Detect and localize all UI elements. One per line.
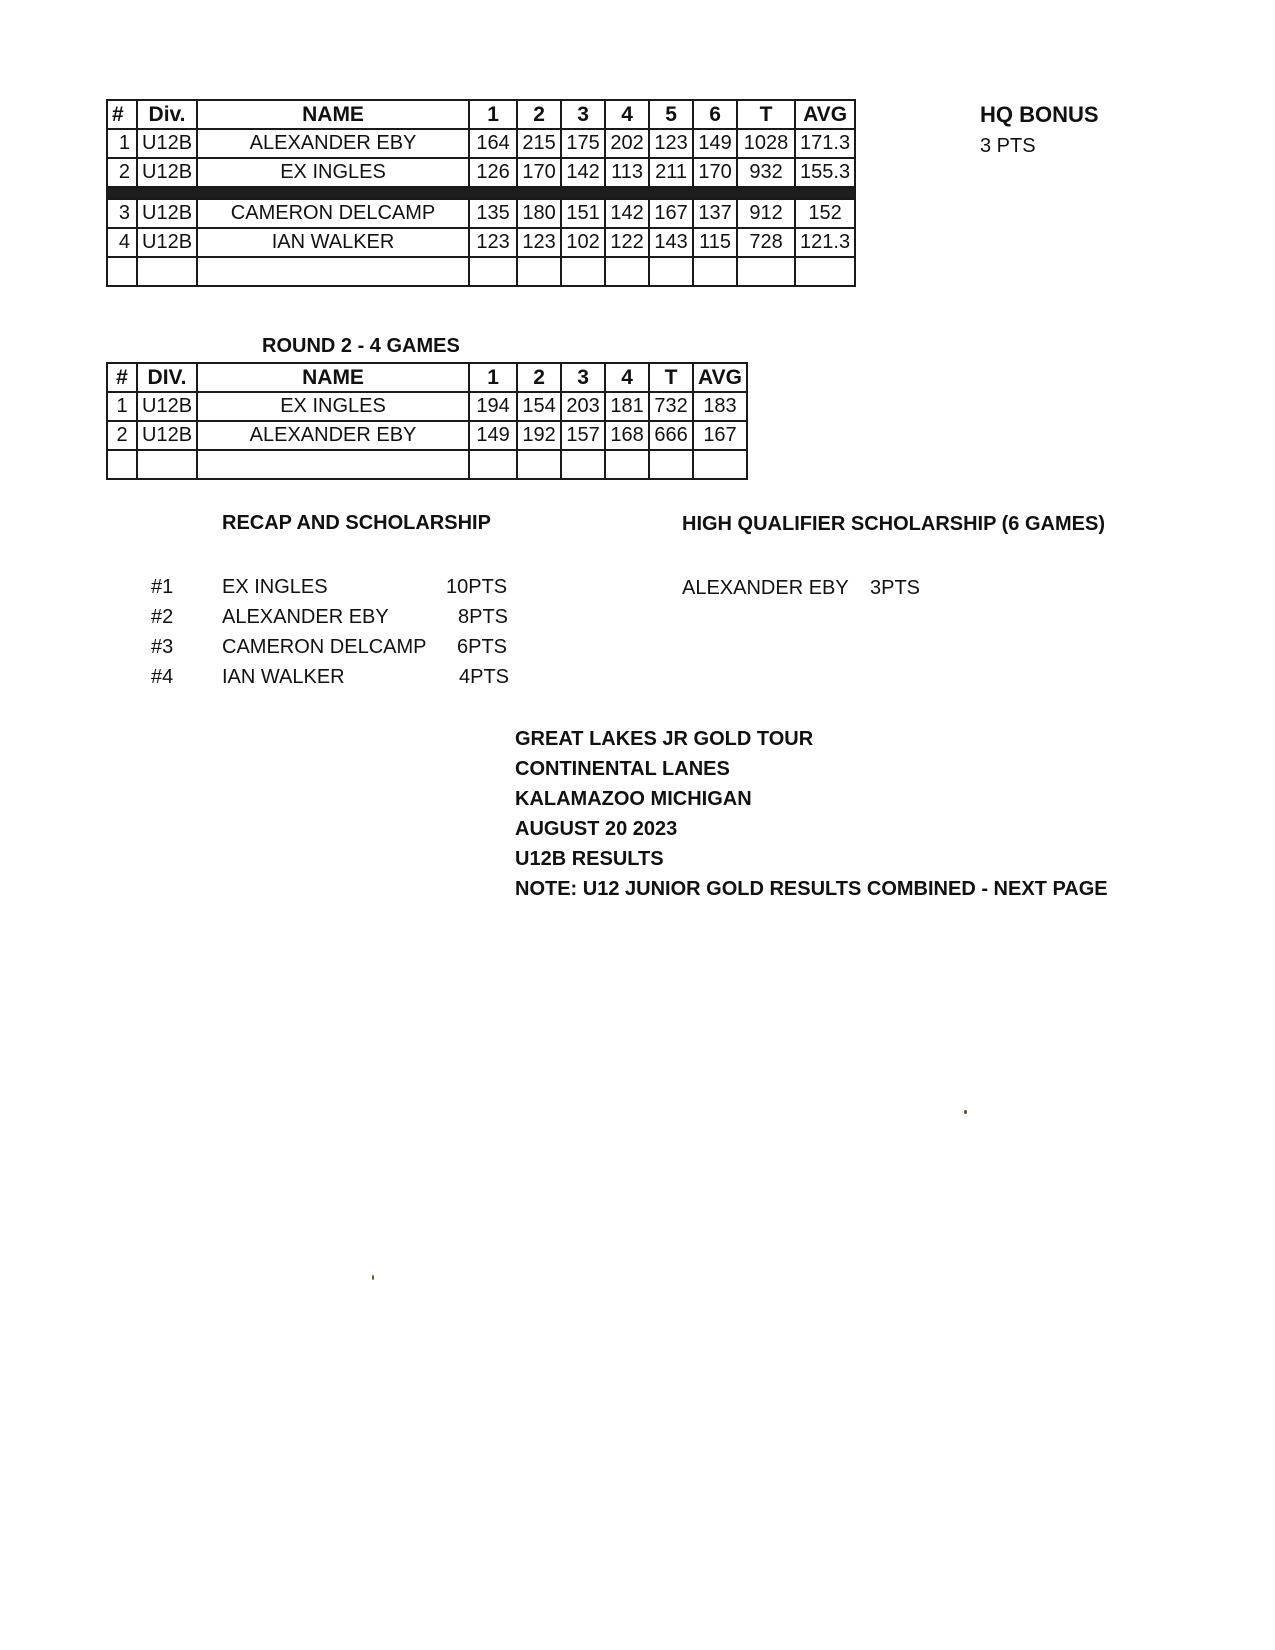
table-header-row	[107, 100, 855, 129]
event-venue: CONTINENTAL LANES	[515, 758, 730, 780]
empty-row	[107, 257, 855, 286]
rank-cell: 1	[107, 392, 137, 421]
event-location: KALAMAZOO MICHIGAN	[515, 788, 752, 810]
header-avg: AVG	[795, 100, 855, 129]
game-cell: 115	[693, 228, 737, 257]
table-row	[107, 228, 855, 257]
header-total: T	[737, 100, 795, 129]
game-cell: 142	[561, 158, 605, 188]
game-cell: 142	[605, 199, 649, 229]
event-date: AUGUST 20 2023	[515, 818, 678, 840]
header-game-4: 4	[605, 100, 649, 129]
game-cell: 126	[469, 158, 517, 188]
header-game-3: 3	[561, 100, 605, 129]
header-avg: AVG	[693, 363, 747, 392]
total-cell: 1028	[737, 129, 795, 158]
scan-speck	[372, 1275, 374, 1280]
recap-name: IAN WALKER	[222, 666, 345, 688]
game-cell: 181	[605, 392, 649, 421]
table-row	[107, 199, 855, 229]
div-cell: U12B	[137, 421, 197, 450]
round2-table	[106, 362, 748, 480]
name-cell: ALEXANDER EBY	[197, 129, 469, 158]
game-cell: 122	[605, 228, 649, 257]
recap-points: 10PTS	[446, 576, 508, 598]
header-total: T	[649, 363, 693, 392]
table-header-row	[107, 363, 747, 392]
header-div: DIV.	[137, 363, 197, 392]
game-cell: 203	[561, 392, 605, 421]
rank-cell: 2	[107, 421, 137, 450]
div-cell: U12B	[137, 228, 197, 257]
cut-line-separator	[107, 188, 855, 199]
game-cell: 211	[649, 158, 693, 188]
name-cell: EX INGLES	[197, 158, 469, 188]
game-cell: 137	[693, 199, 737, 229]
game-cell: 102	[561, 228, 605, 257]
qualifying-table	[106, 99, 856, 287]
game-cell: 123	[649, 129, 693, 158]
game-cell: 180	[517, 199, 561, 229]
header-game-1: 1	[469, 100, 517, 129]
game-cell: 192	[517, 421, 561, 450]
hq-bonus-header: HQ BONUS	[980, 102, 1099, 127]
avg-cell: 152	[795, 199, 855, 229]
game-cell: 149	[693, 129, 737, 158]
recap-points: 8PTS	[458, 606, 509, 628]
header-game-3: 3	[561, 363, 605, 392]
event-division-results: U12B RESULTS	[515, 848, 664, 870]
hq-scholarship-title: HIGH QUALIFIER SCHOLARSHIP (6 GAMES)	[682, 513, 1105, 535]
game-cell: 123	[517, 228, 561, 257]
total-cell: 728	[737, 228, 795, 257]
name-cell: ALEXANDER EBY	[197, 421, 469, 450]
table-row	[107, 129, 855, 158]
avg-cell: 171.3	[795, 129, 855, 158]
recap-title: RECAP AND SCHOLARSHIP	[222, 512, 491, 534]
game-cell: 215	[517, 129, 561, 158]
game-cell: 175	[561, 129, 605, 158]
recap-points: 6PTS	[457, 636, 508, 658]
game-cell: 149	[469, 421, 517, 450]
avg-cell: 167	[693, 421, 747, 450]
game-cell: 164	[469, 129, 517, 158]
div-cell: U12B	[137, 158, 197, 188]
total-cell: 912	[737, 199, 795, 229]
event-note: NOTE: U12 JUNIOR GOLD RESULTS COMBINED - NEXT PAGE	[515, 878, 1108, 900]
rank-cell: 1	[107, 129, 137, 158]
recap-place: #3	[151, 636, 174, 658]
avg-cell: 183	[693, 392, 747, 421]
game-cell: 170	[517, 158, 561, 188]
name-cell: CAMERON DELCAMP	[197, 199, 469, 229]
avg-cell: 155.3	[795, 158, 855, 188]
header-game-2: 2	[517, 100, 561, 129]
name-cell: EX INGLES	[197, 392, 469, 421]
game-cell: 154	[517, 392, 561, 421]
header-game-4: 4	[605, 363, 649, 392]
scan-speck	[964, 1110, 967, 1114]
total-cell: 732	[649, 392, 693, 421]
game-cell: 194	[469, 392, 517, 421]
header-name: NAME	[197, 100, 469, 129]
div-cell: U12B	[137, 392, 197, 421]
recap-points: 4PTS	[459, 666, 510, 688]
recap-place: #2	[151, 606, 174, 628]
header-div: Div.	[137, 100, 197, 129]
rank-cell: 4	[107, 228, 137, 257]
game-cell: 123	[469, 228, 517, 257]
game-cell: 167	[649, 199, 693, 229]
header-game-2: 2	[517, 363, 561, 392]
game-cell: 135	[469, 199, 517, 229]
game-cell: 202	[605, 129, 649, 158]
header-rank: #	[107, 363, 137, 392]
hq-bonus-value: 3 PTS	[980, 135, 1036, 157]
recap-name: ALEXANDER EBY	[222, 606, 389, 628]
hq-scholarship-name: ALEXANDER EBY	[682, 577, 849, 599]
recap-name: CAMERON DELCAMP	[222, 636, 427, 658]
game-cell: 168	[605, 421, 649, 450]
game-cell: 170	[693, 158, 737, 188]
header-game-5: 5	[649, 100, 693, 129]
header-rank: #	[107, 100, 137, 129]
header-game-1: 1	[469, 363, 517, 392]
avg-cell: 121.3	[795, 228, 855, 257]
hq-scholarship-points: 3PTS	[870, 577, 921, 599]
table-row	[107, 158, 855, 188]
name-cell: IAN WALKER	[197, 228, 469, 257]
recap-place: #4	[151, 666, 174, 688]
event-tour-name: GREAT LAKES JR GOLD TOUR	[515, 728, 814, 750]
game-cell: 151	[561, 199, 605, 229]
div-cell: U12B	[137, 199, 197, 229]
total-cell: 932	[737, 158, 795, 188]
game-cell: 143	[649, 228, 693, 257]
table-row	[107, 421, 747, 450]
recap-place: #1	[151, 576, 174, 598]
game-cell: 113	[605, 158, 649, 188]
div-cell: U12B	[137, 129, 197, 158]
separator-bar	[107, 188, 855, 199]
empty-row	[107, 450, 747, 479]
header-game-6: 6	[693, 100, 737, 129]
rank-cell: 3	[107, 199, 137, 229]
rank-cell: 2	[107, 158, 137, 188]
total-cell: 666	[649, 421, 693, 450]
recap-name: EX INGLES	[222, 576, 328, 598]
header-name: NAME	[197, 363, 469, 392]
table-row	[107, 392, 747, 421]
round2-caption: ROUND 2 - 4 GAMES	[262, 335, 460, 357]
game-cell: 157	[561, 421, 605, 450]
